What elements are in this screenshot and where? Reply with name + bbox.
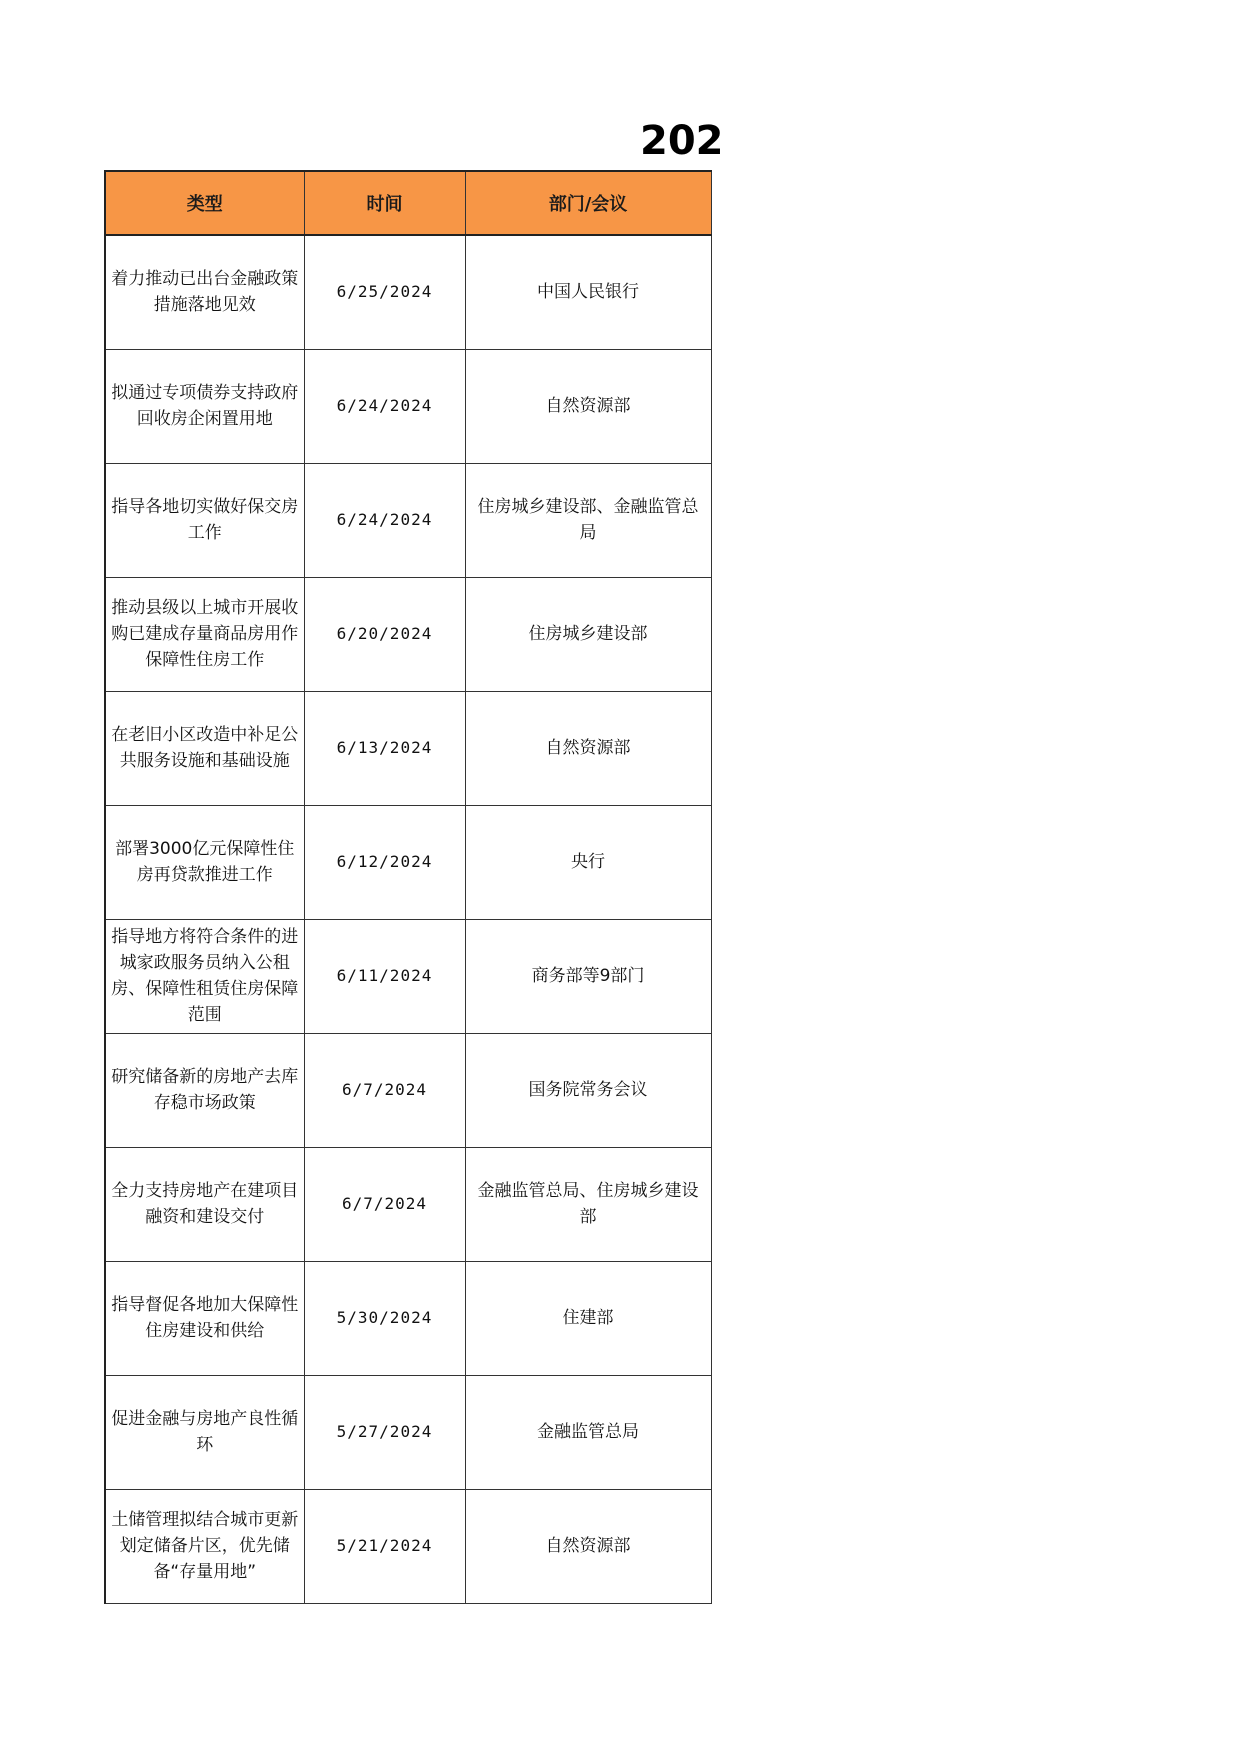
cell-type: 指导督促各地加大保障性住房建设和供给 — [105, 1261, 304, 1375]
cell-dept: 央行 — [465, 805, 711, 919]
cell-type: 促进金融与房地产良性循环 — [105, 1375, 304, 1489]
page-title: 202 — [640, 118, 724, 164]
cell-dept: 自然资源部 — [465, 1489, 711, 1603]
table-row — [105, 1261, 711, 1375]
page-title-clipped — [640, 112, 724, 170]
cell-type: 推动县级以上城市开展收购已建成存量商品房用作保障性住房工作 — [105, 577, 304, 691]
cell-dept: 住房城乡建设部 — [465, 577, 711, 691]
cell-dept: 金融监管总局 — [465, 1375, 711, 1489]
cell-type: 全力支持房地产在建项目融资和建设交付 — [105, 1147, 304, 1261]
table-row — [105, 1489, 711, 1603]
cell-date: 5/21/2024 — [304, 1489, 465, 1603]
cell-date: 6/7/2024 — [304, 1147, 465, 1261]
cell-type: 指导地方将符合条件的进城家政服务员纳入公租房、保障性租赁住房保障范围 — [105, 919, 304, 1033]
cell-type: 土储管理拟结合城市更新划定储备片区，优先储备“存量用地” — [105, 1489, 304, 1603]
cell-dept: 金融监管总局、住房城乡建设部 — [465, 1147, 711, 1261]
cell-date: 6/24/2024 — [304, 463, 465, 577]
table-row — [105, 1375, 711, 1489]
cell-date: 6/25/2024 — [304, 235, 465, 349]
cell-type: 指导各地切实做好保交房工作 — [105, 463, 304, 577]
table-row — [105, 919, 711, 1033]
table-row — [105, 805, 711, 919]
table-header-row — [105, 171, 711, 235]
cell-type: 着力推动已出台金融政策措施落地见效 — [105, 235, 304, 349]
cell-dept: 国务院常务会议 — [465, 1033, 711, 1147]
table-row — [105, 1033, 711, 1147]
cell-date: 6/12/2024 — [304, 805, 465, 919]
cell-dept: 商务部等9部门 — [465, 919, 711, 1033]
cell-type: 研究储备新的房地产去库存稳市场政策 — [105, 1033, 304, 1147]
cell-dept: 自然资源部 — [465, 349, 711, 463]
cell-date: 6/24/2024 — [304, 349, 465, 463]
table-row — [105, 691, 711, 805]
cell-type: 部署3000亿元保障性住房再贷款推进工作 — [105, 805, 304, 919]
cell-dept: 中国人民银行 — [465, 235, 711, 349]
table-row — [105, 235, 711, 349]
table-row — [105, 463, 711, 577]
cell-type: 在老旧小区改造中补足公共服务设施和基础设施 — [105, 691, 304, 805]
table-row — [105, 1147, 711, 1261]
cell-date: 5/27/2024 — [304, 1375, 465, 1489]
cell-type: 拟通过专项债券支持政府回收房企闲置用地 — [105, 349, 304, 463]
header-type: 类型 — [105, 171, 304, 235]
cell-date: 6/13/2024 — [304, 691, 465, 805]
cell-dept: 住房城乡建设部、金融监管总局 — [465, 463, 711, 577]
cell-date: 6/7/2024 — [304, 1033, 465, 1147]
cell-date: 5/30/2024 — [304, 1261, 465, 1375]
header-date: 时间 — [304, 171, 465, 235]
cell-date: 6/20/2024 — [304, 577, 465, 691]
table-row — [105, 349, 711, 463]
cell-dept: 住建部 — [465, 1261, 711, 1375]
cell-dept: 自然资源部 — [465, 691, 711, 805]
header-dept: 部门/会议 — [465, 171, 711, 235]
policy-table — [104, 170, 712, 1604]
cell-date: 6/11/2024 — [304, 919, 465, 1033]
table-row — [105, 577, 711, 691]
